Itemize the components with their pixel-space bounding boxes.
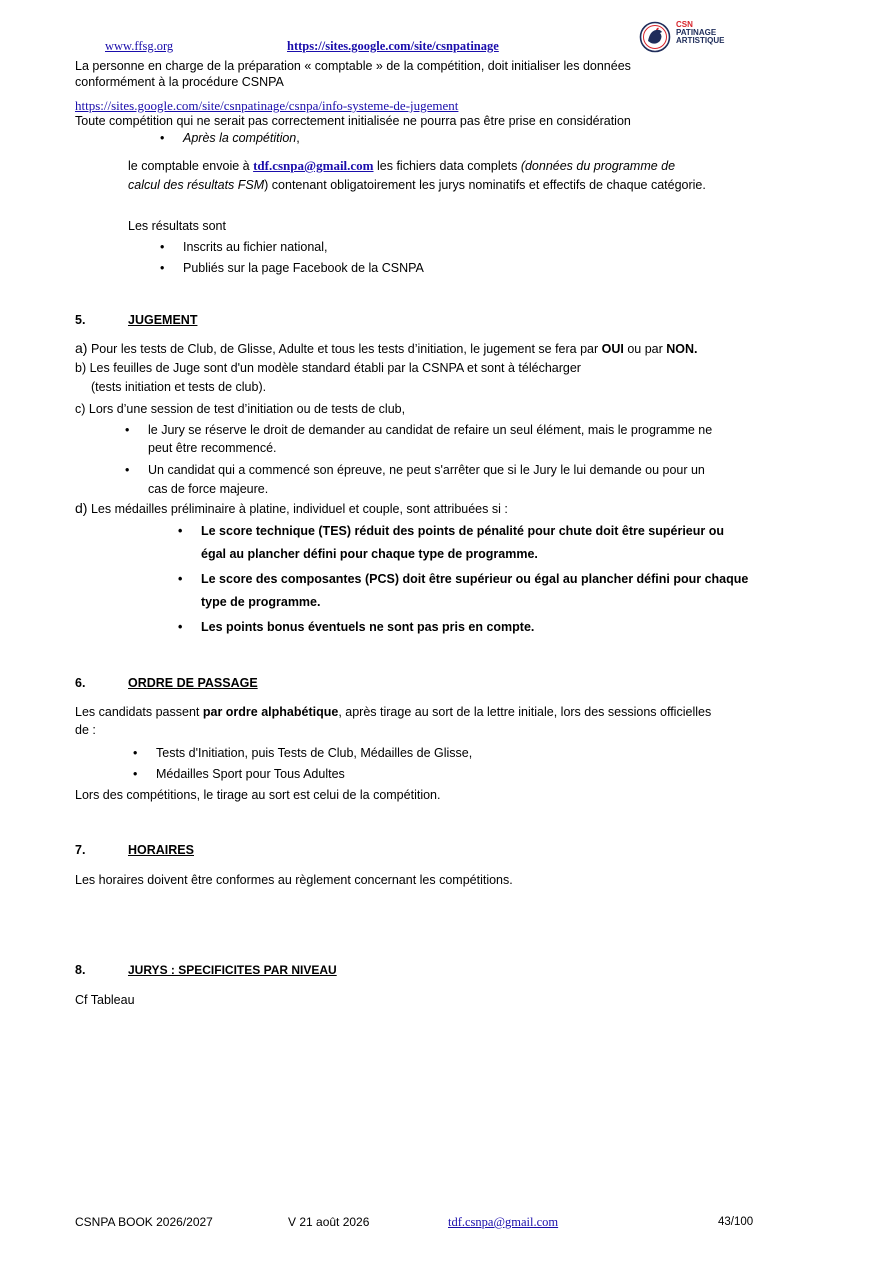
results-item: • Inscrits au fichier national, <box>183 240 328 255</box>
c-bullet1-line1: • le Jury se réserve le droit de demander au candidat de refaire un seul élément, mais le programme ne <box>148 423 712 438</box>
section6-title: ORDRE DE PASSAGE <box>128 676 258 690</box>
intro-line3: Toute compétition qui ne serait pas correctement initialisée ne pourra pas être prise en considération <box>75 114 631 128</box>
item-b-line2: (tests initiation et tests de club). <box>91 380 267 394</box>
d-bullet1-line2: égal au plancher défini pour chaque type de programme. <box>201 547 538 561</box>
item-b-line1: Les feuilles de Juge sont d'un modèle standard établi par la CSNPA et sont à télécharger <box>89 361 581 375</box>
section7-number: 7. <box>75 843 86 857</box>
logo-text <box>676 21 724 45</box>
tdf-email-link[interactable]: tdf.csnpa@gmail.com <box>253 158 374 173</box>
section6-p-pre: Les candidats passent <box>75 705 203 719</box>
c-bullet2-line1: • Un candidat qui a commencé son épreuve, ne peut s'arrêter que si le Jury le lui demande ou pour un <box>148 463 705 478</box>
section6-bullet: • Tests d'Initiation, puis Tests de Club, Médailles de Glisse, <box>156 746 472 761</box>
section8-number: 8. <box>75 963 86 977</box>
footer-version: V 21 août 2026 <box>288 1215 370 1229</box>
send-line1 <box>128 158 675 174</box>
intro-line1: La personne en charge de la préparation « comptable » de la compétition, doit initialiser les données <box>75 59 631 73</box>
logo-line-artistique: ARTISTIQUE <box>676 36 725 45</box>
send-mid: les fichiers data complets <box>373 159 521 173</box>
oui-text: OUI <box>601 342 624 356</box>
footer-book: CSNPA BOOK 2026/2027 <box>75 1215 213 1229</box>
c-bullet2-line2: cas de force majeure. <box>148 482 269 496</box>
d-bullet1-line1: • Le score technique (TES) réduit des points de pénalité pour chute doit être supérieur ou <box>201 524 724 539</box>
item-d-letter: d) <box>75 500 88 516</box>
item-c <box>75 402 405 417</box>
send-pre: le comptable envoie à <box>128 159 254 173</box>
results-item: • Publiés sur la page Facebook de la CSNPA <box>183 261 424 276</box>
item-a-text: Pour les tests de Club, de Glisse, Adulte et tous les tests d’initiation, le jugement se fera par <box>90 342 602 356</box>
section6-paragraph-line2: de : <box>75 723 96 737</box>
section6-p-rest: , après tirage au sort de la lettre initiale, lors des sessions officielles <box>338 705 712 719</box>
c-bullet1-line2: peut être recommencé. <box>148 441 277 455</box>
section8-title: JURYS : SPECIFICITES PAR NIVEAU <box>128 963 337 977</box>
item-b <box>75 361 581 376</box>
section6-paragraph <box>75 705 711 720</box>
section7-text: Les horaires doivent être conformes au règlement concernant les compétitions. <box>75 873 513 887</box>
logo-line-patinage: PATINAGE <box>676 28 717 37</box>
section5-title: JUGEMENT <box>128 313 198 327</box>
csn-logo <box>638 21 768 53</box>
item-c-line: Lors d’une session de test d’initiation ou de tests de club, <box>88 402 406 416</box>
section5-number: 5. <box>75 313 86 327</box>
info-systeme-link[interactable]: https://sites.google.com/site/csnpatinage/csnpa/info-systeme-de-jugement <box>75 98 459 113</box>
after-competition-bullet <box>183 131 300 146</box>
item-a-mid: ou par <box>623 342 667 356</box>
after-competition-comma: , <box>296 131 300 145</box>
d-bullet2-line1: • Le score des composantes (PCS) doit être supérieur ou égal au plancher défini pour chaque <box>201 572 748 587</box>
section8-text: Cf Tableau <box>75 993 135 1007</box>
section6-bullet: • Médailles Sport pour Tous Adultes <box>156 767 345 782</box>
section7-title: HORAIRES <box>128 843 194 857</box>
item-a-letter: a) <box>75 340 88 356</box>
send-line2-rest: ) contenant obligatoirement les jurys nominatifs et effectifs de chaque catégorie. <box>264 178 706 192</box>
d-bullet3: • Les points bonus éventuels ne sont pas pris en compte. <box>201 620 534 635</box>
send-line2 <box>128 178 706 193</box>
send-line2-italic: calcul des résultats FSM <box>128 178 265 192</box>
item-d-line: Les médailles préliminaire à platine, individuel et couple, sont attribuées si : <box>90 502 508 516</box>
after-competition-text: Après la compétition <box>183 131 297 145</box>
item-d <box>75 501 508 517</box>
item-a <box>75 341 698 357</box>
section6-closing: Lors des compétitions, le tirage au sort est celui de la compétition. <box>75 788 441 802</box>
item-b-letter: b) <box>75 361 87 375</box>
ffsg-link[interactable]: www.ffsg.org <box>105 39 174 53</box>
footer-email-link[interactable]: tdf.csnpa@gmail.com <box>448 1215 559 1229</box>
send-italic: (données du programme de <box>520 159 676 173</box>
non-text: NON. <box>666 342 698 356</box>
logo-line-csn: CSN <box>676 20 693 29</box>
intro-line2: conformément à la procédure CSNPA <box>75 75 284 89</box>
d-bullet2-line2: type de programme. <box>201 595 321 609</box>
section6-number: 6. <box>75 676 86 690</box>
footer-page-number: 43/100 <box>718 1216 754 1228</box>
results-intro: Les résultats sont <box>128 219 226 233</box>
item-c-letter: c) <box>75 402 86 416</box>
rooster-emblem-icon <box>638 21 672 53</box>
section6-p-bold: par ordre alphabétique <box>202 705 339 719</box>
csnpa-site-link[interactable]: https://sites.google.com/site/csnpatinage <box>287 39 499 53</box>
